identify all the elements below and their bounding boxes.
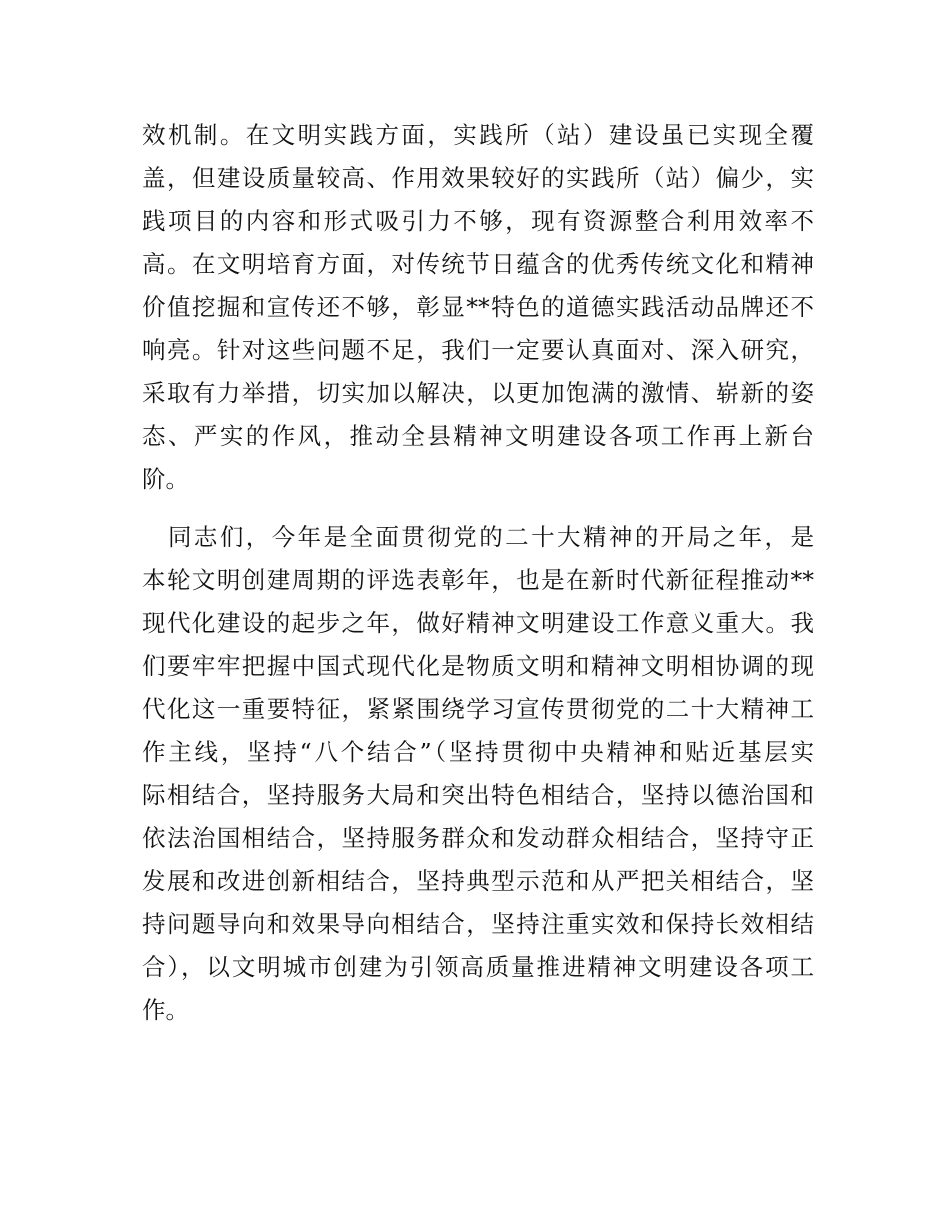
paragraph-1	[142, 114, 814, 501]
paragraph-1-line: 阶。	[142, 465, 189, 493]
paragraph-2-line: 本轮文明创建周期的评选表彰年，也是在新时代新征程推动**	[142, 566, 814, 594]
paragraph-1-line: 采取有力举措，切实加以解决，以更加饱满的激情、崭新的姿	[142, 379, 814, 407]
paragraph-1-line: 价值挖掘和宣传还不够，彰显**特色的道德实践活动品牌还不	[142, 293, 814, 321]
paragraph-2-line: 发展和改进创新相结合，坚持典型示范和从严把关相结合，坚	[142, 867, 814, 895]
paragraph-2-line: 们要牢牢把握中国式现代化是物质文明和精神文明相协调的现	[142, 652, 814, 680]
paragraph-2-line: 现代化建设的起步之年，做好精神文明建设工作意义重大。我	[142, 609, 814, 637]
paragraph-2-line: 作。	[142, 996, 189, 1024]
paragraph-2	[142, 516, 814, 1032]
paragraph-1-line: 盖，但建设质量较高、作用效果较好的实践所（站）偏少，实	[142, 164, 814, 192]
paragraph-1-line: 高。在文明培育方面，对传统节日蕴含的优秀传统文化和精神	[142, 250, 814, 278]
paragraph-2-line: 作主线，坚持“八个结合”（坚持贯彻中央精神和贴近基层实	[142, 738, 814, 766]
paragraph-2-line: 依法治国相结合，坚持服务群众和发动群众相结合，坚持守正	[142, 824, 814, 852]
paragraph-2-line: 代化这一重要特征，紧紧围绕学习宣传贯彻党的二十大精神工	[142, 695, 814, 723]
paragraph-2-line: 同志们，今年是全面贯彻党的二十大精神的开局之年，是	[142, 523, 814, 551]
paragraph-1-line: 态、严实的作风，推动全县精神文明建设各项工作再上新台	[142, 422, 814, 450]
paragraph-1-line: 践项目的内容和形式吸引力不够，现有资源整合利用效率不	[142, 207, 814, 235]
paragraph-2-line: 际相结合，坚持服务大局和突出特色相结合，坚持以德治国和	[142, 781, 814, 809]
paragraph-2-line: 持问题导向和效果导向相结合，坚持注重实效和保持长效相结	[142, 910, 814, 938]
paragraph-2-line: 合），以文明城市创建为引领高质量推进精神文明建设各项工	[142, 953, 814, 981]
paragraph-1-line: 效机制。在文明实践方面，实践所（站）建设虽已实现全覆	[142, 121, 814, 149]
paragraph-1-line: 响亮。针对这些问题不足，我们一定要认真面对、深入研究，	[142, 336, 814, 364]
